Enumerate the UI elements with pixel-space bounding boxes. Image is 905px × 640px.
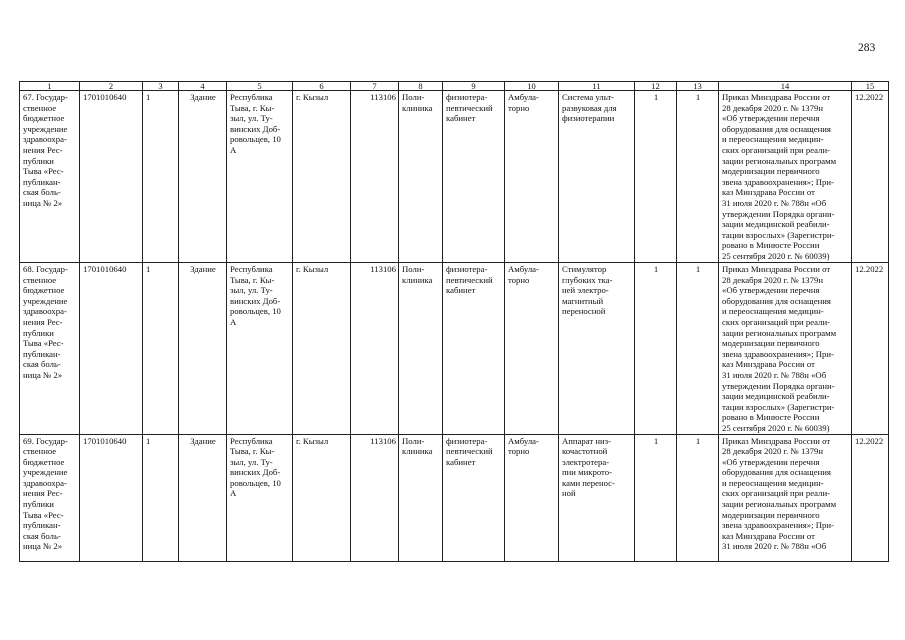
room: физиотера- певтический кабинет <box>443 263 505 435</box>
institution-code: 1701010640 <box>80 434 143 561</box>
index-code: 113106 <box>351 263 399 435</box>
city: г. Кызыл <box>293 263 351 435</box>
column-number: 15 <box>852 82 889 91</box>
equipment: Аппарат низ- кочастотной электротера- пии микрото- ками перенос- ной <box>559 434 635 561</box>
object-type: Здание <box>179 263 227 435</box>
cell-col13: 1 <box>677 263 719 435</box>
care-type: Амбула- торно <box>505 263 559 435</box>
page-number: 283 <box>858 42 876 54</box>
column-number: 7 <box>351 82 399 91</box>
table-row <box>20 434 889 561</box>
column-number: 12 <box>635 82 677 91</box>
cell-col13: 1 <box>677 434 719 561</box>
room: физиотера- певтический кабинет <box>443 434 505 561</box>
care-type: Амбула- торно <box>505 91 559 263</box>
unit: Поли- клиника <box>399 91 443 263</box>
cell-col3: 1 <box>143 263 179 435</box>
institution-name: 68. Государ- ственное бюджетное учреждение здравоохра- нения Рес- публики Тыва «Рес- публикан- ская боль- ница № 2» <box>20 263 80 435</box>
cell-col3: 1 <box>143 91 179 263</box>
cell-col13: 1 <box>677 91 719 263</box>
index-code: 113106 <box>351 91 399 263</box>
column-number: 11 <box>559 82 635 91</box>
room: физиотера- певтический кабинет <box>443 91 505 263</box>
unit: Поли- клиника <box>399 434 443 561</box>
unit: Поли- клиника <box>399 263 443 435</box>
column-number: 2 <box>80 82 143 91</box>
institution-name: 69. Государ- ственное бюджетное учреждение здравоохра- нения Рес- публики Тыва «Рес- публикан- ская боль- ница № 2» <box>20 434 80 561</box>
index-code: 113106 <box>351 434 399 561</box>
object-type: Здание <box>179 91 227 263</box>
column-number: 3 <box>143 82 179 91</box>
target-date: 12.2022 <box>852 263 889 435</box>
cell-col12: 1 <box>635 434 677 561</box>
column-number-row <box>20 82 889 91</box>
cell-col3: 1 <box>143 434 179 561</box>
column-number: 8 <box>399 82 443 91</box>
legal-basis: Приказ Минздрава России от 28 декабря 2020 г. № 1379н «Об утверждении перечня оборудования для оснащения и переоснащения медицин- ских организаций при реали- зации региональных программ модернизации первичного звена здравоохранения»; При- каз Минздрава России от 31 июля 2020 г. № 788н «Об утверждении Порядка органи- зации медицинской реабили- тации взрослых» (Зарегистри- ровано в Минюсте России 25 сентября 2020 г. № 60039) <box>719 91 852 263</box>
object-type: Здание <box>179 434 227 561</box>
cell-col12: 1 <box>635 91 677 263</box>
equipment: Стимулятор глубоких тка- ней электро- магнитный переносной <box>559 263 635 435</box>
equipment-table <box>19 81 889 562</box>
institution-code: 1701010640 <box>80 91 143 263</box>
target-date: 12.2022 <box>852 434 889 561</box>
column-number: 13 <box>677 82 719 91</box>
address: Республика Тыва, г. Кы- зыл, ул. Ту- винских Доб- ровольцев, 10 А <box>227 91 293 263</box>
table-row <box>20 91 889 263</box>
city: г. Кызыл <box>293 91 351 263</box>
legal-basis: Приказ Минздрава России от 28 декабря 2020 г. № 1379н «Об утверждении перечня оборудования для оснащения и переоснащения медицин- ских организаций при реали- зации региональных программ модернизации первичного звена здравоохранения»; При- каз Минздрава России от 31 июля 2020 г. № 788н «Об утверждении Порядка органи- зации медицинской реабили- тации взрослых» (Зарегистри- ровано в Минюсте России 25 сентября 2020 г. № 60039) <box>719 263 852 435</box>
address: Республика Тыва, г. Кы- зыл, ул. Ту- винских Доб- ровольцев, 10 А <box>227 434 293 561</box>
column-number: 1 <box>20 82 80 91</box>
column-number: 5 <box>227 82 293 91</box>
column-number: 4 <box>179 82 227 91</box>
table-row <box>20 263 889 435</box>
city: г. Кызыл <box>293 434 351 561</box>
column-number: 6 <box>293 82 351 91</box>
legal-basis: Приказ Минздрава России от 28 декабря 2020 г. № 1379н «Об утверждении перечня оборудования для оснащения и переоснащения медицин- ских организаций при реали- зации региональных программ модернизации первичного звена здравоохранения»; При- каз Минздрава России от 31 июля 2020 г. № 788н «Об <box>719 434 852 561</box>
column-number: 9 <box>443 82 505 91</box>
equipment: Система ульт- развуковая для физиотерапии <box>559 91 635 263</box>
care-type: Амбула- торно <box>505 434 559 561</box>
institution-name: 67. Государ- ственное бюджетное учреждение здравоохра- нения Рес- публики Тыва «Рес- публикан- ская боль- ница № 2» <box>20 91 80 263</box>
institution-code: 1701010640 <box>80 263 143 435</box>
column-number: 14 <box>719 82 852 91</box>
column-number: 10 <box>505 82 559 91</box>
address: Республика Тыва, г. Кы- зыл, ул. Ту- винских Доб- ровольцев, 10 А <box>227 263 293 435</box>
target-date: 12.2022 <box>852 91 889 263</box>
cell-col12: 1 <box>635 263 677 435</box>
